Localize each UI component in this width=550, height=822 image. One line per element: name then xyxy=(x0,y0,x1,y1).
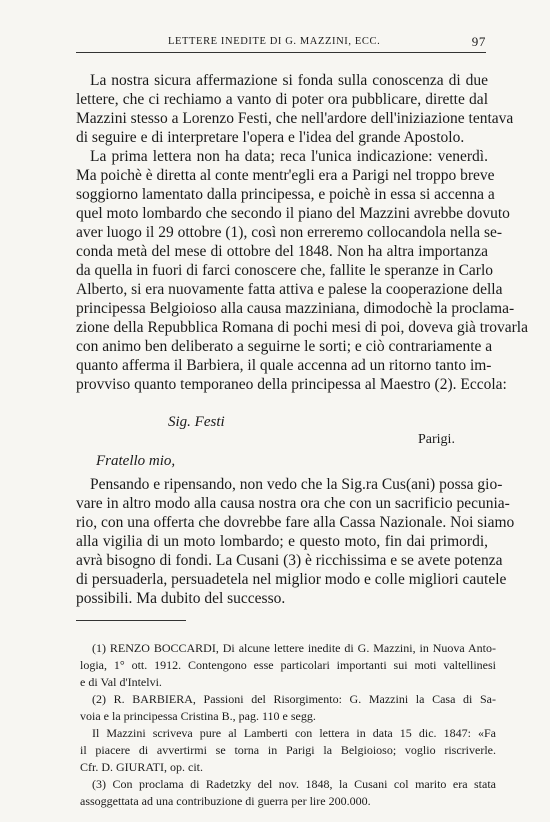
body-line: quanto afferma il Barbiera, il quale accenna ad un ritorno tanto im- xyxy=(76,357,492,374)
footnote-line: (1) RENZO BOCCARDI, Di alcune lettere inedite di G. Mazzini, in Nuova Anto- xyxy=(92,641,496,655)
body-line: di seguire e di interpretare l'opera e l'idea del grande Apostolo. xyxy=(76,129,465,146)
letter-line: di persuaderla, persuadetela nel miglior modo e colle migliori cautele xyxy=(76,571,507,588)
footnote-line: e di Val d'Intelvi. xyxy=(80,675,162,689)
body-line: Mazzini stesso a Lorenzo Festi, che nell'ardore dell'iniziazione tentava xyxy=(76,110,514,127)
letter-line: possibili. Ma dubito del successo. xyxy=(76,590,286,607)
body-line: conda metà del mese di ottobre del 1848. Non ha altra importanza xyxy=(76,243,488,260)
body-line: principessa Belgioioso alla causa mazziniana, dimodochè la proclama- xyxy=(76,300,515,317)
letter-salutation: Sig. Festi xyxy=(168,414,225,430)
header-rule xyxy=(76,52,486,53)
letter-line: alla vigilia di un moto lombardo; e questo moto, fin dai primordi, xyxy=(76,533,488,550)
footnote-line: Cfr. D. GIURATI, op. cit. xyxy=(80,760,203,774)
body-line: La prima lettera non ha data; reca l'unica indicazione: venerdì. xyxy=(90,148,488,165)
footnote-line: il piacere di avvertirmi se torna in Parigi la Belgioioso; voglio riscriverle. xyxy=(80,743,496,757)
letter-line: vare in altro modo alla causa nostra ora che con un sacrificio pecunia- xyxy=(76,495,510,512)
body-line: aver luogo il 29 ottobre (1), così non erreremo collocandola nella se- xyxy=(76,224,503,241)
letter-address: Fratello mio, xyxy=(96,453,176,469)
footnote-rule xyxy=(76,620,186,621)
letter-line: rio, con una offerta che dovrebbe fare alla Cassa Nazionale. Noi siamo xyxy=(76,514,515,531)
body-line: soggiorno lamentato dalla principessa, e poichè in essa si accenna a xyxy=(76,186,495,203)
footnote-line: logia, 1° ott. 1912. Contengono esse particolari importanti sui moti valtellinesi xyxy=(80,658,496,672)
letter-line: Pensando e ripensando, non vedo che la Sig.ra Cus(ani) possa gio- xyxy=(90,476,503,493)
body-line: La nostra sicura affermazione si fonda sulla conoscenza di due xyxy=(90,72,488,89)
footnote-line: voia e la principessa Cristina B., pag. 110 e segg. xyxy=(80,709,316,723)
body-line: zione della Repubblica Romana di pochi mesi di poi, doveva già trovarla xyxy=(76,319,528,336)
running-title: LETTERE INEDITE DI G. MAZZINI, ECC. xyxy=(168,36,381,47)
letter-line: avrà bisogno di fondi. La Cusani (3) è ricchissima e se avete potenza xyxy=(76,552,503,569)
body-line: con animo ben deliberato a seguirne le sorti; e ciò contrariamente a xyxy=(76,338,493,355)
body-line: Ma poichè è diretta al conte mentr'egli era a Parigi nel troppo breve xyxy=(76,167,495,184)
body-line: provviso quanto temporaneo della principessa al Maestro (2). Eccola: xyxy=(76,376,507,393)
page-number: 97 xyxy=(471,34,486,49)
footnote-line: (3) Con proclama di Radetzky del nov. 1848, la Cusani col marito era stata xyxy=(92,777,496,791)
body-line: quel moto lombardo che secondo il piano del Mazzini avrebbe dovuto xyxy=(76,205,510,222)
body-line: lettere, che ci rechiamo a vanto di poter ora pubblicare, dirette dal xyxy=(76,91,488,108)
body-line: da quella in fuori di farci conoscere che, fallite le speranze in Carlo xyxy=(76,262,494,279)
letter-place: Parigi. xyxy=(418,432,455,447)
footnote-line: Il Mazzini scriveva pure al Lamberti con lettera in data 15 dic. 1847: «Fa xyxy=(92,726,496,740)
body-line: Alberto, si era nuovamente fatta attiva e palese la cooperazione della xyxy=(76,281,503,298)
footnote-line: assoggettata ad una contribuzione di guerra per lire 200.000. xyxy=(80,794,371,808)
footnote-line: (2) R. BARBIERA, Passioni del Risorgimento: G. Mazzini la Casa di Sa- xyxy=(92,692,496,706)
